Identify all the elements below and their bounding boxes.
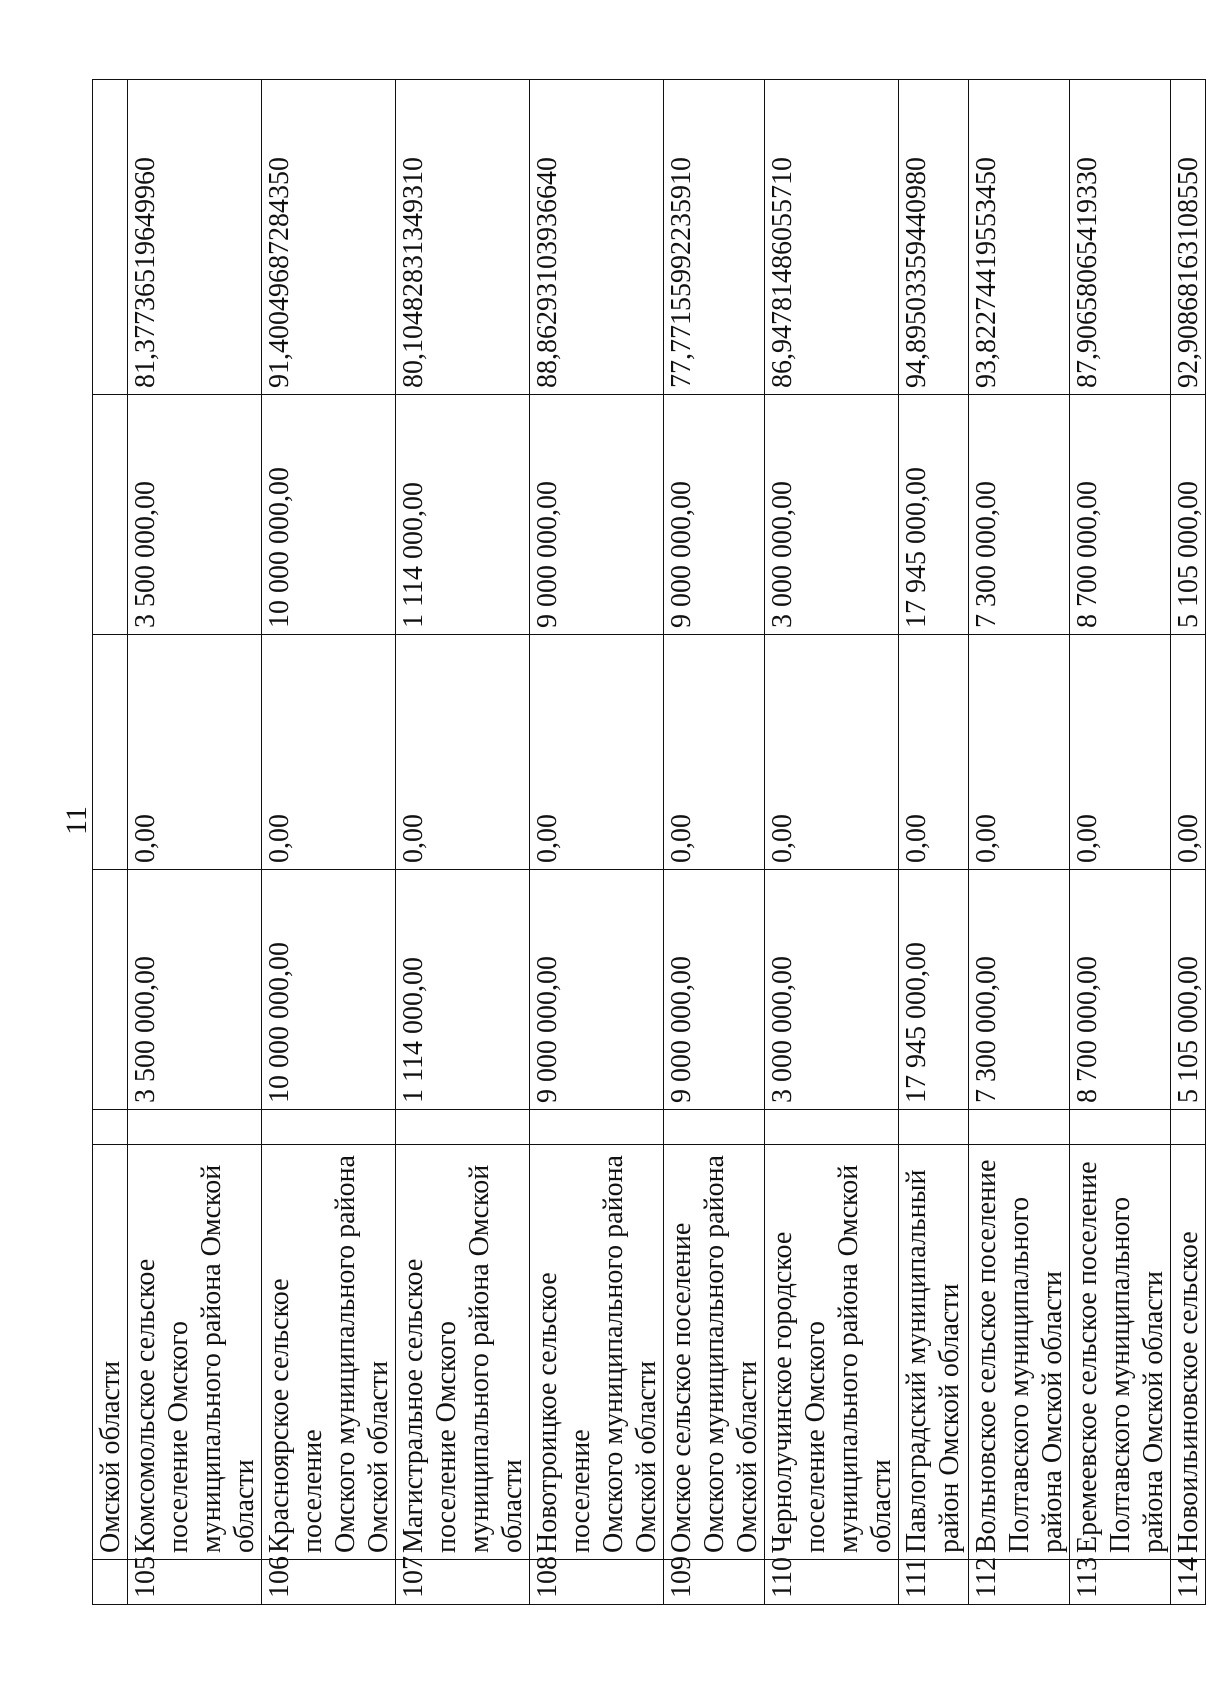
municipality-name-line: Полтавского муниципального bbox=[1105, 1196, 1136, 1553]
municipality-name-line: Магистральное сельское bbox=[398, 1258, 429, 1553]
municipality-name-line: Комсомольское сельское bbox=[130, 1258, 161, 1553]
municipality-name-line: района Омской области bbox=[1138, 1271, 1169, 1553]
amount-a-cell: 10 000 000,00 bbox=[262, 870, 396, 1110]
municipality-name-cell bbox=[899, 1145, 969, 1560]
municipality-name-line: Павлоградский муниципальный bbox=[901, 1169, 932, 1553]
blank-cell bbox=[128, 1110, 262, 1145]
row-number-cell: 111 bbox=[899, 1560, 969, 1605]
amount-a-cell: 1 114 000,00 bbox=[396, 870, 530, 1110]
amount-c-cell: 9 000 000,00 bbox=[664, 395, 765, 635]
page-number: 11 bbox=[60, 806, 93, 835]
amount-c-cell: 8 700 000,00 bbox=[1070, 395, 1171, 635]
percent-cell: 91,40049687284350 bbox=[262, 80, 396, 395]
amount-a-cell: 5 105 000,00 bbox=[1171, 870, 1206, 1110]
amount-a-cell: 3 000 000,00 bbox=[765, 870, 899, 1110]
row-number-cell: 106 bbox=[262, 1560, 396, 1605]
table-row bbox=[1070, 80, 1171, 1605]
municipality-name-line: Полтавского муниципального bbox=[1004, 1196, 1035, 1553]
blank-cell bbox=[530, 1110, 664, 1145]
percent-cell: 80,10482831349310 bbox=[396, 80, 530, 395]
blank-cell bbox=[396, 1110, 530, 1145]
amount-c-cell: 3 000 000,00 bbox=[765, 395, 899, 635]
table-row bbox=[396, 80, 530, 1605]
row-number-cell: 105 bbox=[128, 1560, 262, 1605]
row-number-cell: 114 bbox=[1171, 1560, 1206, 1605]
municipality-name-line: муниципального района Омской bbox=[833, 1164, 864, 1553]
table-row bbox=[969, 80, 1070, 1605]
amount-b-cell: 0,00 bbox=[128, 635, 262, 870]
rotated-table-sheet bbox=[92, 80, 1204, 1605]
municipality-name-line: поселение Омского bbox=[800, 1320, 831, 1553]
municipality-name-line: области bbox=[866, 1459, 897, 1553]
municipality-name-cell bbox=[530, 1145, 664, 1560]
municipality-name-cell bbox=[396, 1145, 530, 1560]
municipality-name-cell bbox=[664, 1145, 765, 1560]
municipality-name-line: Омского муниципального района bbox=[699, 1155, 730, 1553]
municipality-name-line: Еремеевское сельское поселение bbox=[1072, 1161, 1103, 1553]
amount-c-cell: 17 945 000,00 bbox=[899, 395, 969, 635]
municipality-name-line: Омского муниципального района bbox=[598, 1155, 629, 1553]
amount-a-cell: 17 945 000,00 bbox=[899, 870, 969, 1110]
municipality-name-line: области bbox=[229, 1459, 260, 1553]
amount-c-cell: 10 000 000,00 bbox=[262, 395, 396, 635]
table-row bbox=[1171, 80, 1206, 1605]
amount-b-cell: 0,00 bbox=[899, 635, 969, 870]
percent-cell: 87,90658065419330 bbox=[1070, 80, 1171, 395]
blank-cell bbox=[664, 1110, 765, 1145]
amount-a-cell: 3 500 000,00 bbox=[128, 870, 262, 1110]
percent-cell: 93,82274419553450 bbox=[969, 80, 1070, 395]
table-row bbox=[664, 80, 765, 1605]
amount-b-cell: 0,00 bbox=[664, 635, 765, 870]
row-number-cell: 108 bbox=[530, 1560, 664, 1605]
top-amount-c-cell bbox=[93, 395, 128, 635]
amount-a-cell: 9 000 000,00 bbox=[664, 870, 765, 1110]
amount-b-cell: 0,00 bbox=[1171, 635, 1206, 870]
blank-cell bbox=[1070, 1110, 1171, 1145]
table-row bbox=[128, 80, 262, 1605]
percent-cell: 88,86293103936640 bbox=[530, 80, 664, 395]
municipality-name-line: Новотроицкое сельское поселение bbox=[532, 1272, 596, 1553]
municipality-name-line: муниципального района Омской bbox=[196, 1164, 227, 1553]
municipality-name-line: Новоильиновское сельское bbox=[1173, 1231, 1204, 1553]
amount-b-cell: 0,00 bbox=[969, 635, 1070, 870]
municipality-name-line: Омское сельское поселение bbox=[666, 1222, 697, 1553]
top-num-cell bbox=[93, 1560, 128, 1605]
table-row bbox=[262, 80, 396, 1605]
blank-cell bbox=[1171, 1110, 1206, 1145]
blank-cell bbox=[262, 1110, 396, 1145]
municipality-name-cell bbox=[969, 1145, 1070, 1560]
allocation-table bbox=[92, 79, 1206, 1605]
amount-b-cell: 0,00 bbox=[262, 635, 396, 870]
top-percent-cell bbox=[93, 80, 128, 395]
municipality-name-cell bbox=[765, 1145, 899, 1560]
row-number-cell: 109 bbox=[664, 1560, 765, 1605]
municipality-name-line: Вольновское сельское поселение bbox=[971, 1159, 1002, 1553]
table-row bbox=[765, 80, 899, 1605]
row-number-cell: 113 bbox=[1070, 1560, 1171, 1605]
municipality-name-cell bbox=[1070, 1145, 1171, 1560]
municipality-name-line: области bbox=[497, 1459, 528, 1553]
municipality-name-line: Омской области bbox=[631, 1360, 662, 1553]
percent-cell: 94,89503359440980 bbox=[899, 80, 969, 395]
percent-cell: 92,90868163108550 bbox=[1171, 80, 1206, 395]
top-amount-a-cell bbox=[93, 870, 128, 1110]
amount-c-cell: 3 500 000,00 bbox=[128, 395, 262, 635]
table-row-top-continuation bbox=[93, 80, 128, 1605]
amount-b-cell: 0,00 bbox=[1070, 635, 1171, 870]
top-name-cell: Омской области bbox=[93, 1145, 128, 1560]
municipality-name-line: Омского муниципального района bbox=[330, 1155, 361, 1553]
blank-cell bbox=[765, 1110, 899, 1145]
municipality-name-line: район Омской области bbox=[934, 1283, 965, 1553]
amount-b-cell: 0,00 bbox=[530, 635, 664, 870]
municipality-name-cell bbox=[262, 1145, 396, 1560]
municipality-name-cell bbox=[128, 1145, 262, 1560]
amount-c-cell: 9 000 000,00 bbox=[530, 395, 664, 635]
row-number-cell: 107 bbox=[396, 1560, 530, 1605]
top-amount-b-cell bbox=[93, 635, 128, 870]
table-body bbox=[93, 80, 1206, 1605]
amount-a-cell: 7 300 000,00 bbox=[969, 870, 1070, 1110]
municipality-name-line: Красноярское сельское поселение bbox=[264, 1278, 328, 1553]
table-row bbox=[530, 80, 664, 1605]
amount-c-cell: 5 105 000,00 bbox=[1171, 395, 1206, 635]
municipality-name-line: района Омской области bbox=[1037, 1271, 1068, 1553]
municipality-name-cell bbox=[1171, 1145, 1206, 1560]
amount-c-cell: 1 114 000,00 bbox=[396, 395, 530, 635]
amount-c-cell: 7 300 000,00 bbox=[969, 395, 1070, 635]
row-number-cell: 112 bbox=[969, 1560, 1070, 1605]
percent-cell: 86,94781486055710 bbox=[765, 80, 899, 395]
amount-b-cell: 0,00 bbox=[396, 635, 530, 870]
amount-b-cell: 0,00 bbox=[765, 635, 899, 870]
blank-cell bbox=[899, 1110, 969, 1145]
percent-cell: 77,77155992235910 bbox=[664, 80, 765, 395]
municipality-name-line: Омской области bbox=[363, 1360, 394, 1553]
top-blank-cell bbox=[93, 1110, 128, 1145]
percent-cell: 81,37736519649960 bbox=[128, 80, 262, 395]
row-number-cell: 110 bbox=[765, 1560, 899, 1605]
municipality-name-line: поселение Омского bbox=[163, 1320, 194, 1553]
blank-cell bbox=[969, 1110, 1070, 1145]
municipality-name-line: Омской области bbox=[732, 1360, 763, 1553]
municipality-name-line: поселение Омского bbox=[431, 1320, 462, 1553]
municipality-name-line: муниципального района Омской bbox=[464, 1164, 495, 1553]
municipality-name-line: Чернолучинское городское bbox=[767, 1231, 798, 1553]
amount-a-cell: 8 700 000,00 bbox=[1070, 870, 1171, 1110]
amount-a-cell: 9 000 000,00 bbox=[530, 870, 664, 1110]
table-row bbox=[899, 80, 969, 1605]
